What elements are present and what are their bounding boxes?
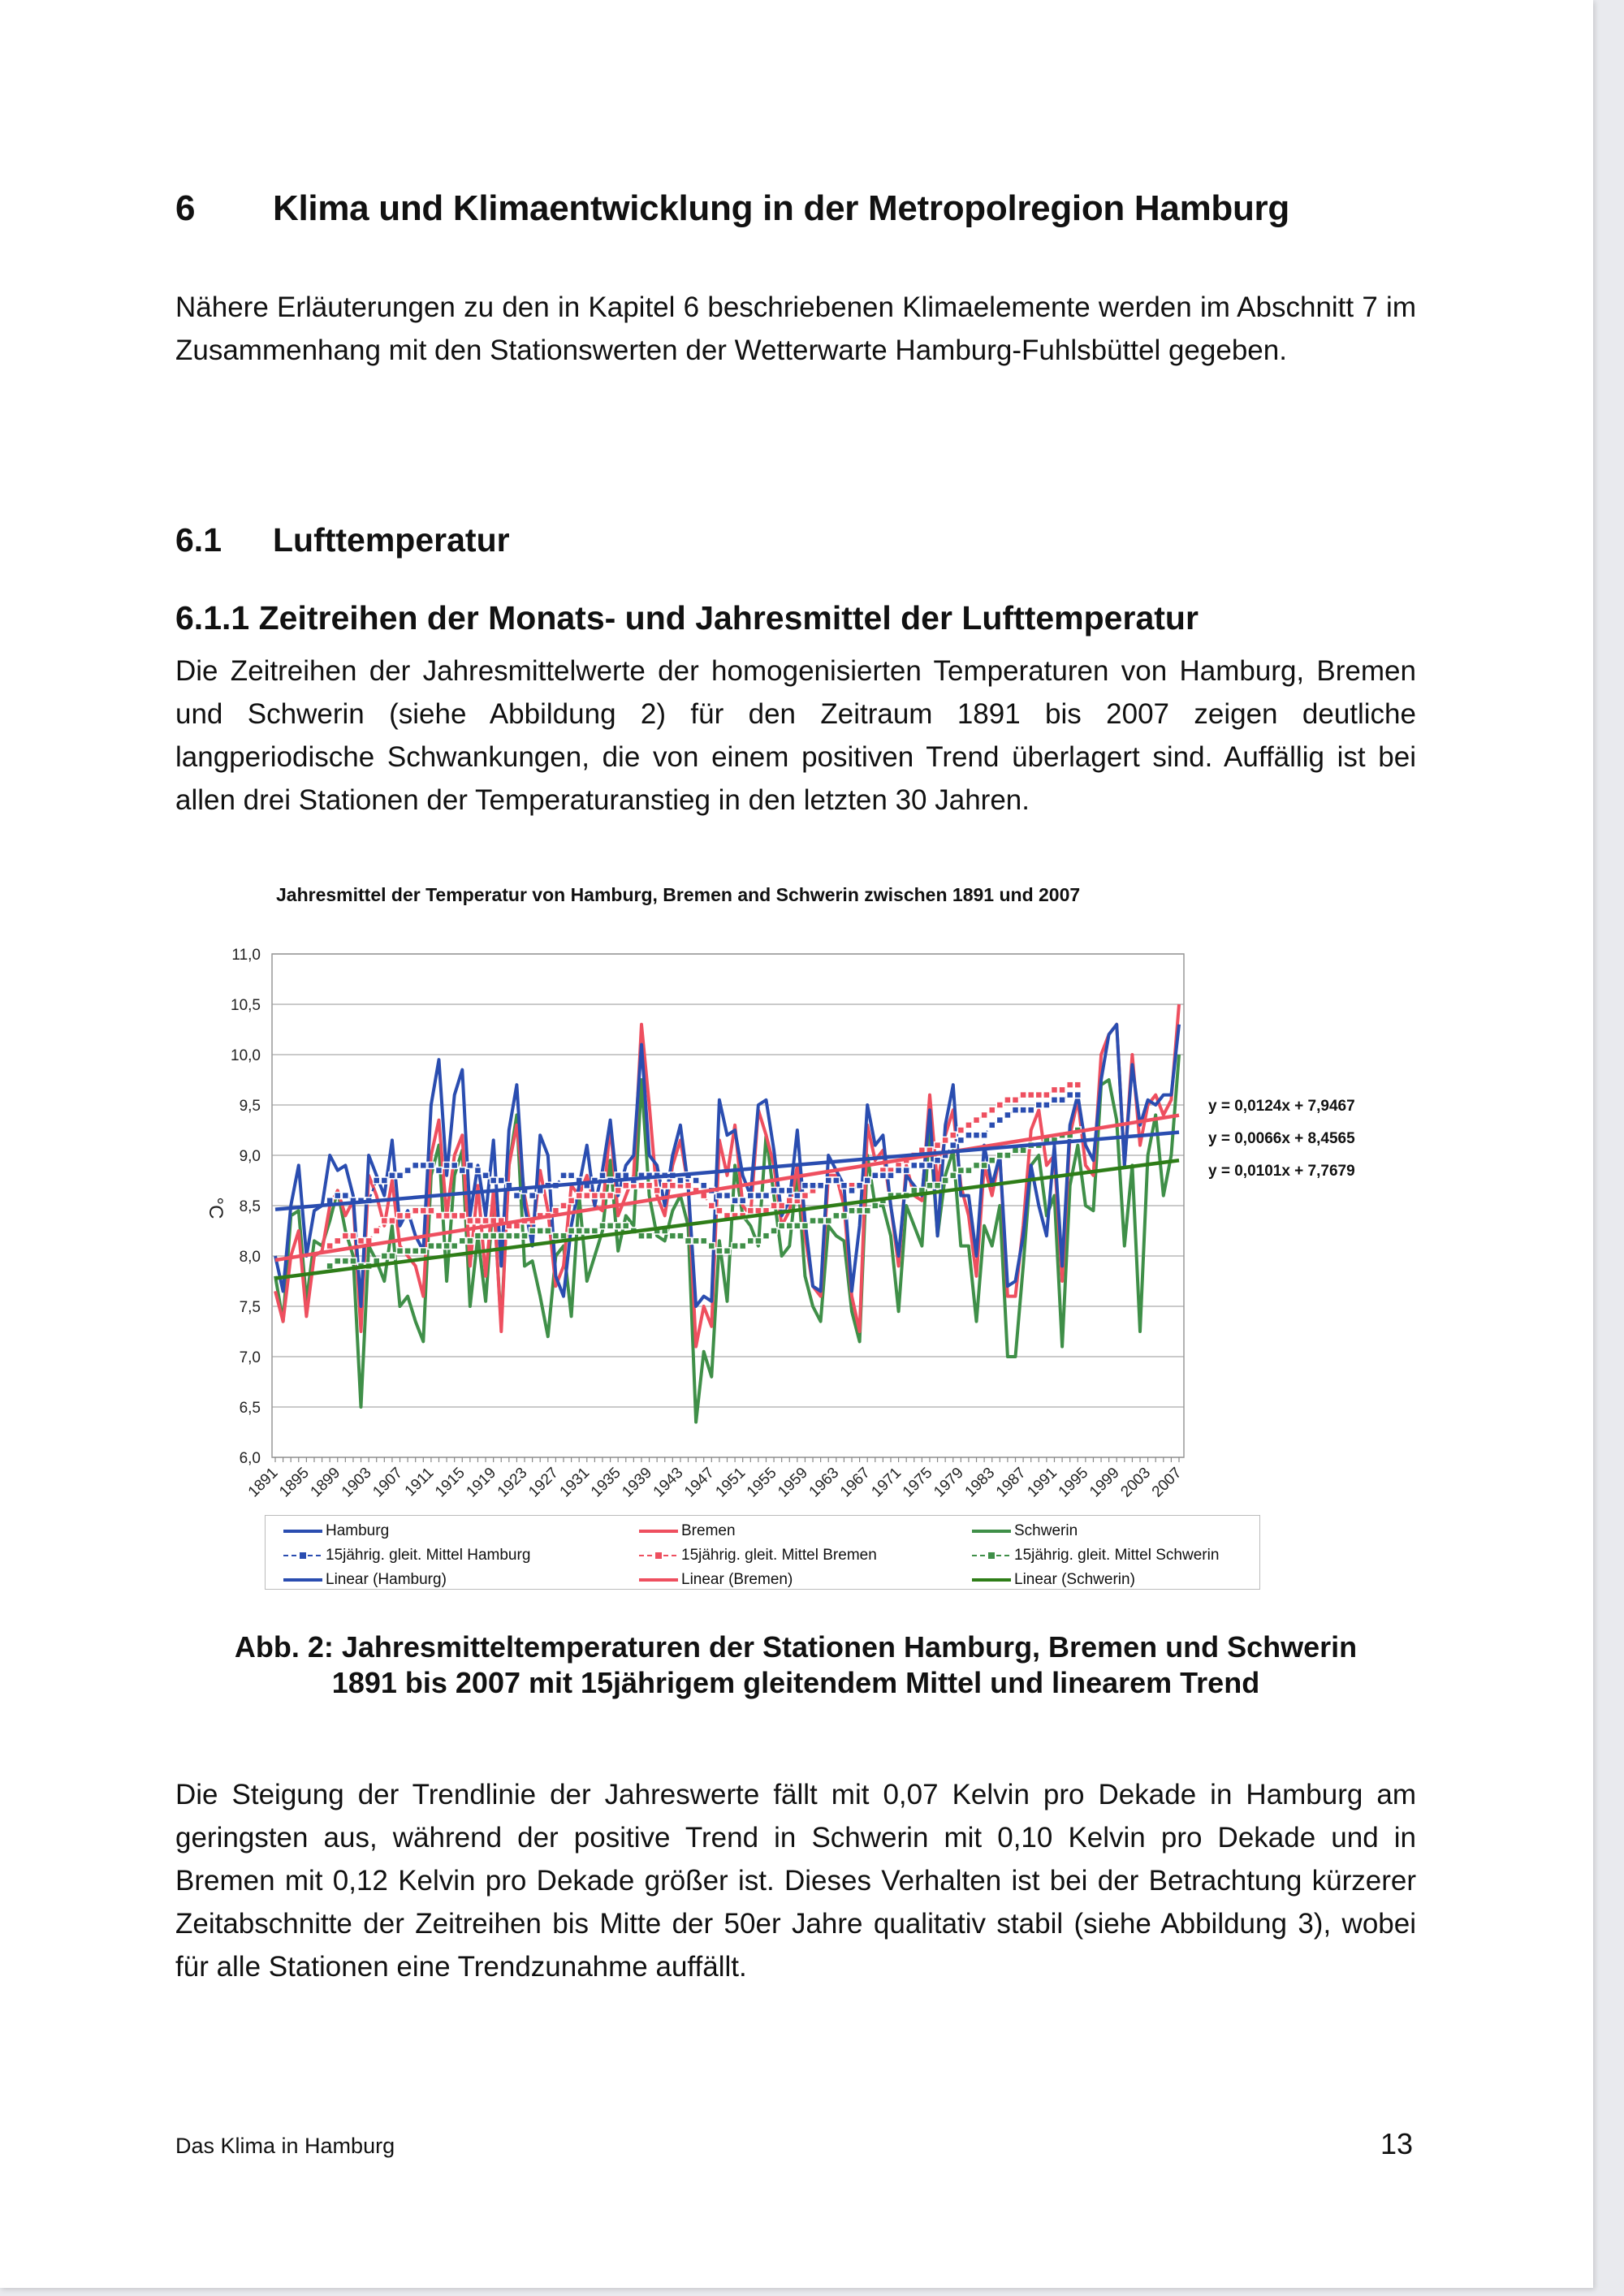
legend-label: 15jährig. gleit. Mittel Hamburg: [326, 1547, 531, 1564]
legend-item: [283, 1522, 389, 1540]
legend-item: [972, 1547, 1219, 1564]
legend-label: 15jährig. gleit. Mittel Bremen: [681, 1547, 877, 1564]
legend-label: Linear (Schwerin): [1014, 1571, 1135, 1588]
trend-equation-hamburg: y = 0,0066x + 8,4565: [1208, 1130, 1355, 1147]
legend-swatch-icon: [639, 1530, 678, 1533]
x-tick-label: 1903: [338, 1464, 375, 1501]
x-tick-label: 1983: [961, 1464, 999, 1501]
x-tick-label: 1919: [463, 1464, 500, 1501]
legend-label: Hamburg: [326, 1522, 390, 1539]
x-tick-label: 1939: [619, 1464, 656, 1501]
footer-title: Das Klima in Hamburg: [175, 2134, 395, 2158]
y-tick-label: 8,0: [239, 1249, 261, 1266]
x-tick-label: 1915: [432, 1464, 469, 1501]
y-tick-label: 11,0: [231, 947, 261, 964]
x-tick-label: 1995: [1055, 1464, 1092, 1501]
legend-swatch-icon: [972, 1530, 1011, 1533]
x-tick-label: 1911: [401, 1464, 438, 1500]
legend-swatch-icon: [972, 1555, 1011, 1556]
trend-equation-bremen: y = 0,0124x + 7,9467: [1208, 1098, 1355, 1115]
x-tick-label: 1923: [494, 1464, 531, 1501]
y-tick-label: 7,0: [239, 1349, 261, 1366]
y-tick-label: 6,5: [239, 1400, 261, 1417]
x-tick-label: 1907: [369, 1464, 407, 1501]
y-tick-label: 8,5: [239, 1198, 261, 1215]
x-tick-label: 1895: [276, 1464, 313, 1501]
x-tick-label: 1927: [525, 1464, 562, 1501]
legend-item: [283, 1547, 530, 1564]
x-tick-label: 2003: [1117, 1464, 1155, 1501]
legend-item: [283, 1571, 447, 1589]
legend-swatch-icon: [283, 1578, 322, 1582]
x-tick-label: 1963: [806, 1464, 843, 1501]
x-tick-label: 1987: [992, 1464, 1030, 1501]
legend-label: Schwerin: [1014, 1522, 1078, 1539]
figure-caption: [175, 1629, 1416, 1701]
legend-swatch-icon: [972, 1578, 1011, 1582]
legend-label: Linear (Bremen): [681, 1571, 793, 1588]
subsection-number: 6.1.1: [175, 599, 250, 637]
x-tick-label: 1899: [307, 1464, 344, 1501]
legend-label: Linear (Hamburg): [326, 1571, 447, 1588]
subsection-title: Zeitreihen der Monats- und Jahresmittel der Lufttemperatur: [258, 599, 1199, 637]
x-tick-label: 1999: [1086, 1464, 1123, 1501]
x-tick-label: 1967: [836, 1464, 874, 1501]
legend-item: [972, 1571, 1135, 1589]
section-number: 6.1: [175, 521, 222, 559]
y-tick-label: 9,5: [239, 1098, 261, 1115]
chart-legend: [265, 1515, 1260, 1590]
chapter-number: 6: [175, 188, 196, 228]
caption-line-2: 1891 bis 2007 mit 15jährigem gleitendem Mittel und linearem Trend: [331, 1666, 1260, 1699]
legend-label: Bremen: [681, 1522, 736, 1539]
x-tick-label: 1935: [587, 1464, 624, 1501]
x-tick-label: 1955: [743, 1464, 780, 1501]
y-tick-label: 10,5: [231, 997, 261, 1014]
legend-swatch-icon: [639, 1578, 678, 1582]
y-tick-label: 6,0: [239, 1450, 261, 1467]
x-tick-label: 1931: [556, 1464, 594, 1501]
body-paragraph-2: Die Steigung der Trendlinie der Jahreswerte fällt mit 0,07 Kelvin pro Dekade in Hamburg am geringsten aus, während der positive Trend in Schwerin mit 0,10 Kelvin pro Dekade und in Bremen mit 0,12 Kelvin pro Dekade größer ist. Dieses Verhalten ist bei der Betrachtung kürzerer Zeitabschnitte der Zeitreihen bis Mitte der 50er Jahre qualitativ stabil (siehe Abbildung 3), wobei für alle Stationen eine Trendzunahme auffällt.: [175, 1779, 1416, 1983]
x-tick-label: 1951: [712, 1464, 749, 1501]
caption-line-1: Abb. 2: Jahresmitteltemperaturen der Stationen Hamburg, Bremen und Schwerin: [234, 1630, 1358, 1664]
legend-item: [639, 1547, 877, 1564]
y-axis-label: °C: [205, 1197, 227, 1219]
legend-label: 15jährig. gleit. Mittel Schwerin: [1014, 1547, 1220, 1564]
legend-swatch-icon: [639, 1555, 678, 1556]
x-tick-label: 1979: [931, 1464, 967, 1501]
legend-item: [972, 1522, 1078, 1540]
x-tick-label: 2007: [1148, 1464, 1186, 1501]
legend-swatch-icon: [283, 1555, 322, 1556]
x-tick-label: 1959: [775, 1464, 811, 1501]
y-tick-label: 10,0: [231, 1047, 261, 1064]
x-tick-label: 1947: [681, 1464, 718, 1501]
x-tick-label: 1971: [868, 1464, 905, 1501]
section-title: Lufttemperatur: [273, 521, 510, 559]
x-tick-label: 1943: [650, 1464, 687, 1501]
chapter-title: Klima und Klimaentwicklung in der Metropolregion Hamburg: [273, 188, 1289, 228]
x-tick-label: 1975: [899, 1464, 936, 1501]
legend-item: [639, 1522, 736, 1540]
y-tick-label: 7,5: [239, 1299, 261, 1316]
x-tick-label: 1891: [244, 1464, 282, 1501]
chart-title: Jahresmittel der Temperatur von Hamburg, Bremen and Schwerin zwischen 1891 und 2007: [276, 884, 1081, 905]
body-paragraph-1: Die Zeitreihen der Jahresmittelwerte der homogenisierten Temperaturen von Hamburg, Bremen und Schwerin (siehe Abbildung 2) für den Zeitraum 1891 bis 2007 zeigen deutliche langperiodische Schwankungen, die von einem positiven Trend überlagert sind. Auffällig ist bei allen drei Stationen der Temperaturanstieg in den letzten 30 Jahren.: [175, 655, 1416, 816]
x-tick-label: 1991: [1024, 1464, 1061, 1501]
page-number: 13: [1380, 2127, 1414, 2160]
y-tick-label: 9,0: [239, 1148, 261, 1165]
intro-paragraph: Nähere Erläuterungen zu den in Kapitel 6 beschriebenen Klimaelemente werden im Abschnitt 7 im Zusammenhang mit den Stationswerten der Wetterwarte Hamburg-Fuhlsbüttel gegeben.: [175, 291, 1416, 366]
trend-equation-schwerin: y = 0,0101x + 7,7679: [1208, 1163, 1355, 1180]
legend-item: [639, 1571, 793, 1589]
legend-swatch-icon: [283, 1530, 322, 1533]
